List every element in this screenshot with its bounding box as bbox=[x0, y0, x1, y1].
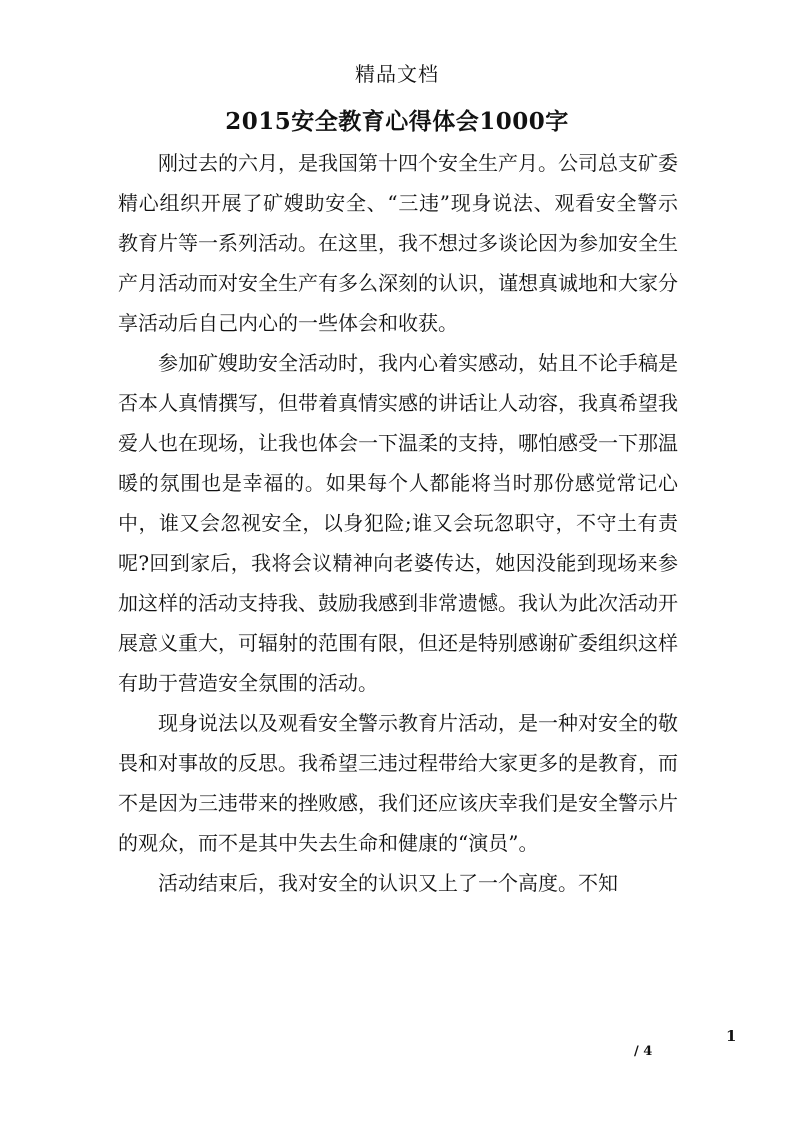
page-header: 精品文档 bbox=[355, 62, 439, 86]
document-title: 2015安全教育心得体会1000字 bbox=[225, 108, 569, 135]
paragraph-2: 参加矿嫂助安全活动时，我内心着实感动，姑且不论手稿是否本人真情撰写，但带着真情实感的讲话让人动容，我真希望我爱人也在现场，让我也体会一下温柔的支持，哪怕感受一下那温暖的氛围也是幸福的。如果每个人都能将当时那份感觉常记心中，谁又会忽视安全，以身犯险;谁又会玩忽职守，不守土有责呢?回到家后，我将会议精神向老婆传达，她因没能到现场来参加这样的活动支持我、鼓励我感到非常遗憾。我认为此次活动开展意义重大，可辐射的范围有限，但还是特别感谢矿委组织这样有助于营造安全氛围的活动。 bbox=[118, 351, 678, 695]
page-number: 1 bbox=[726, 1027, 737, 1045]
paragraph-1: 刚过去的六月，是我国第十四个安全生产月。公司总支矿委精心组织开展了矿嫂助安全、“三违”现身说法、观看安全警示教育片等一系列活动。在这里，我不想过多谈论因为参加安全生产月活动而对安全生产有多么深刻的认识，谨想真诚地和大家分享活动后自己内心的一些体会和收获。 bbox=[118, 151, 678, 335]
paragraph-3: 现身说法以及观看安全警示教育片活动，是一种对安全的敬畏和对事故的反思。我希望三违过程带给大家更多的是教育，而不是因为三违带来的挫败感，我们还应该庆幸我们是安全警示片的观众，而不是其中失去生命和健康的“演员”。 bbox=[118, 711, 678, 855]
page-total: / 4 bbox=[634, 1044, 653, 1059]
paragraph-4: 活动结束后，我对安全的认识又上了一个高度。不知 bbox=[158, 871, 618, 895]
document-body bbox=[118, 143, 678, 903]
